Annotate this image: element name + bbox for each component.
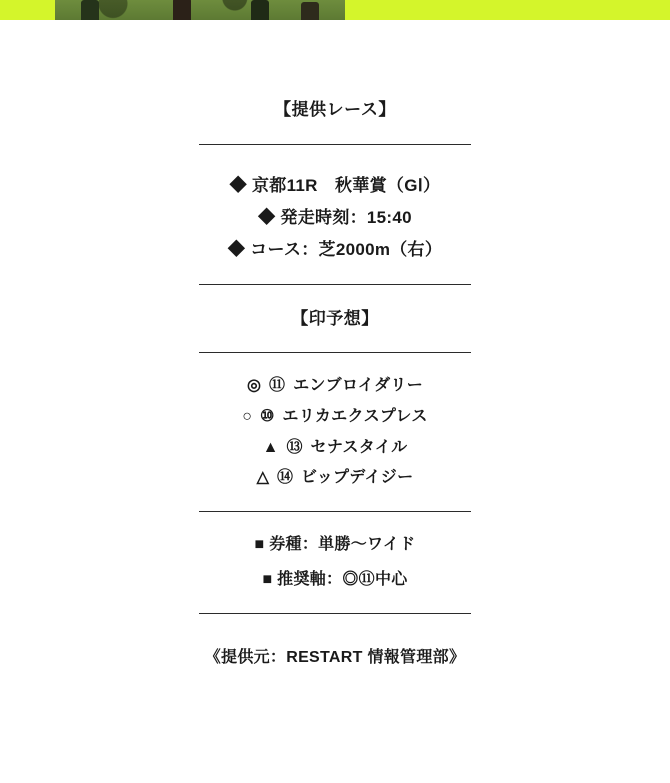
pick-mark: △ [256, 469, 270, 487]
pick-horse-name: エリカエクスプレス [282, 408, 428, 425]
pick-row [0, 467, 670, 489]
photo-figure [173, 0, 191, 20]
picks-list [0, 375, 670, 488]
pick-number: ⑩ [260, 408, 275, 425]
pick-row [0, 375, 670, 397]
photo-figure [301, 2, 319, 20]
horse-race-photo [55, 0, 345, 20]
note-line: ■ 推奨軸：◎⑪中心 [262, 571, 408, 589]
pick-mark: ○ [242, 408, 253, 425]
note-line: ■ 券種：単勝〜ワイド [254, 535, 416, 553]
photo-figure [251, 0, 269, 20]
photo-figure [81, 0, 99, 20]
pick-number: ⑬ [286, 438, 303, 456]
notes-list [0, 534, 670, 591]
race-detail-line: ◆ コース：芝2000m（右） [227, 239, 443, 259]
pick-number: ⑪ [269, 377, 286, 395]
race-details [0, 175, 670, 262]
pick-mark: ▲ [262, 438, 279, 456]
pick-horse-name: ビップデイジー [301, 469, 414, 487]
pick-horse-name: セナスタイル [310, 438, 408, 456]
race-info-sheet [0, 20, 670, 667]
pick-mark: ◎ [247, 377, 262, 395]
picks-heading: 【印予想】 [291, 308, 379, 328]
pick-row [0, 406, 670, 428]
pick-row [0, 437, 670, 459]
race-detail-line: ◆ 京都11R 秋華賞（GⅠ） [229, 175, 441, 195]
pick-horse-name: エンブロイダリー [293, 377, 423, 395]
race-heading: 【提供レース】 [274, 100, 396, 119]
race-detail-line: ◆ 発走時刻：15:40 [258, 207, 412, 227]
top-banner [0, 0, 670, 20]
pick-number: ⑭ [276, 469, 294, 487]
source-footer: 《提供元：RESTART 情報管理部》 [204, 648, 466, 666]
